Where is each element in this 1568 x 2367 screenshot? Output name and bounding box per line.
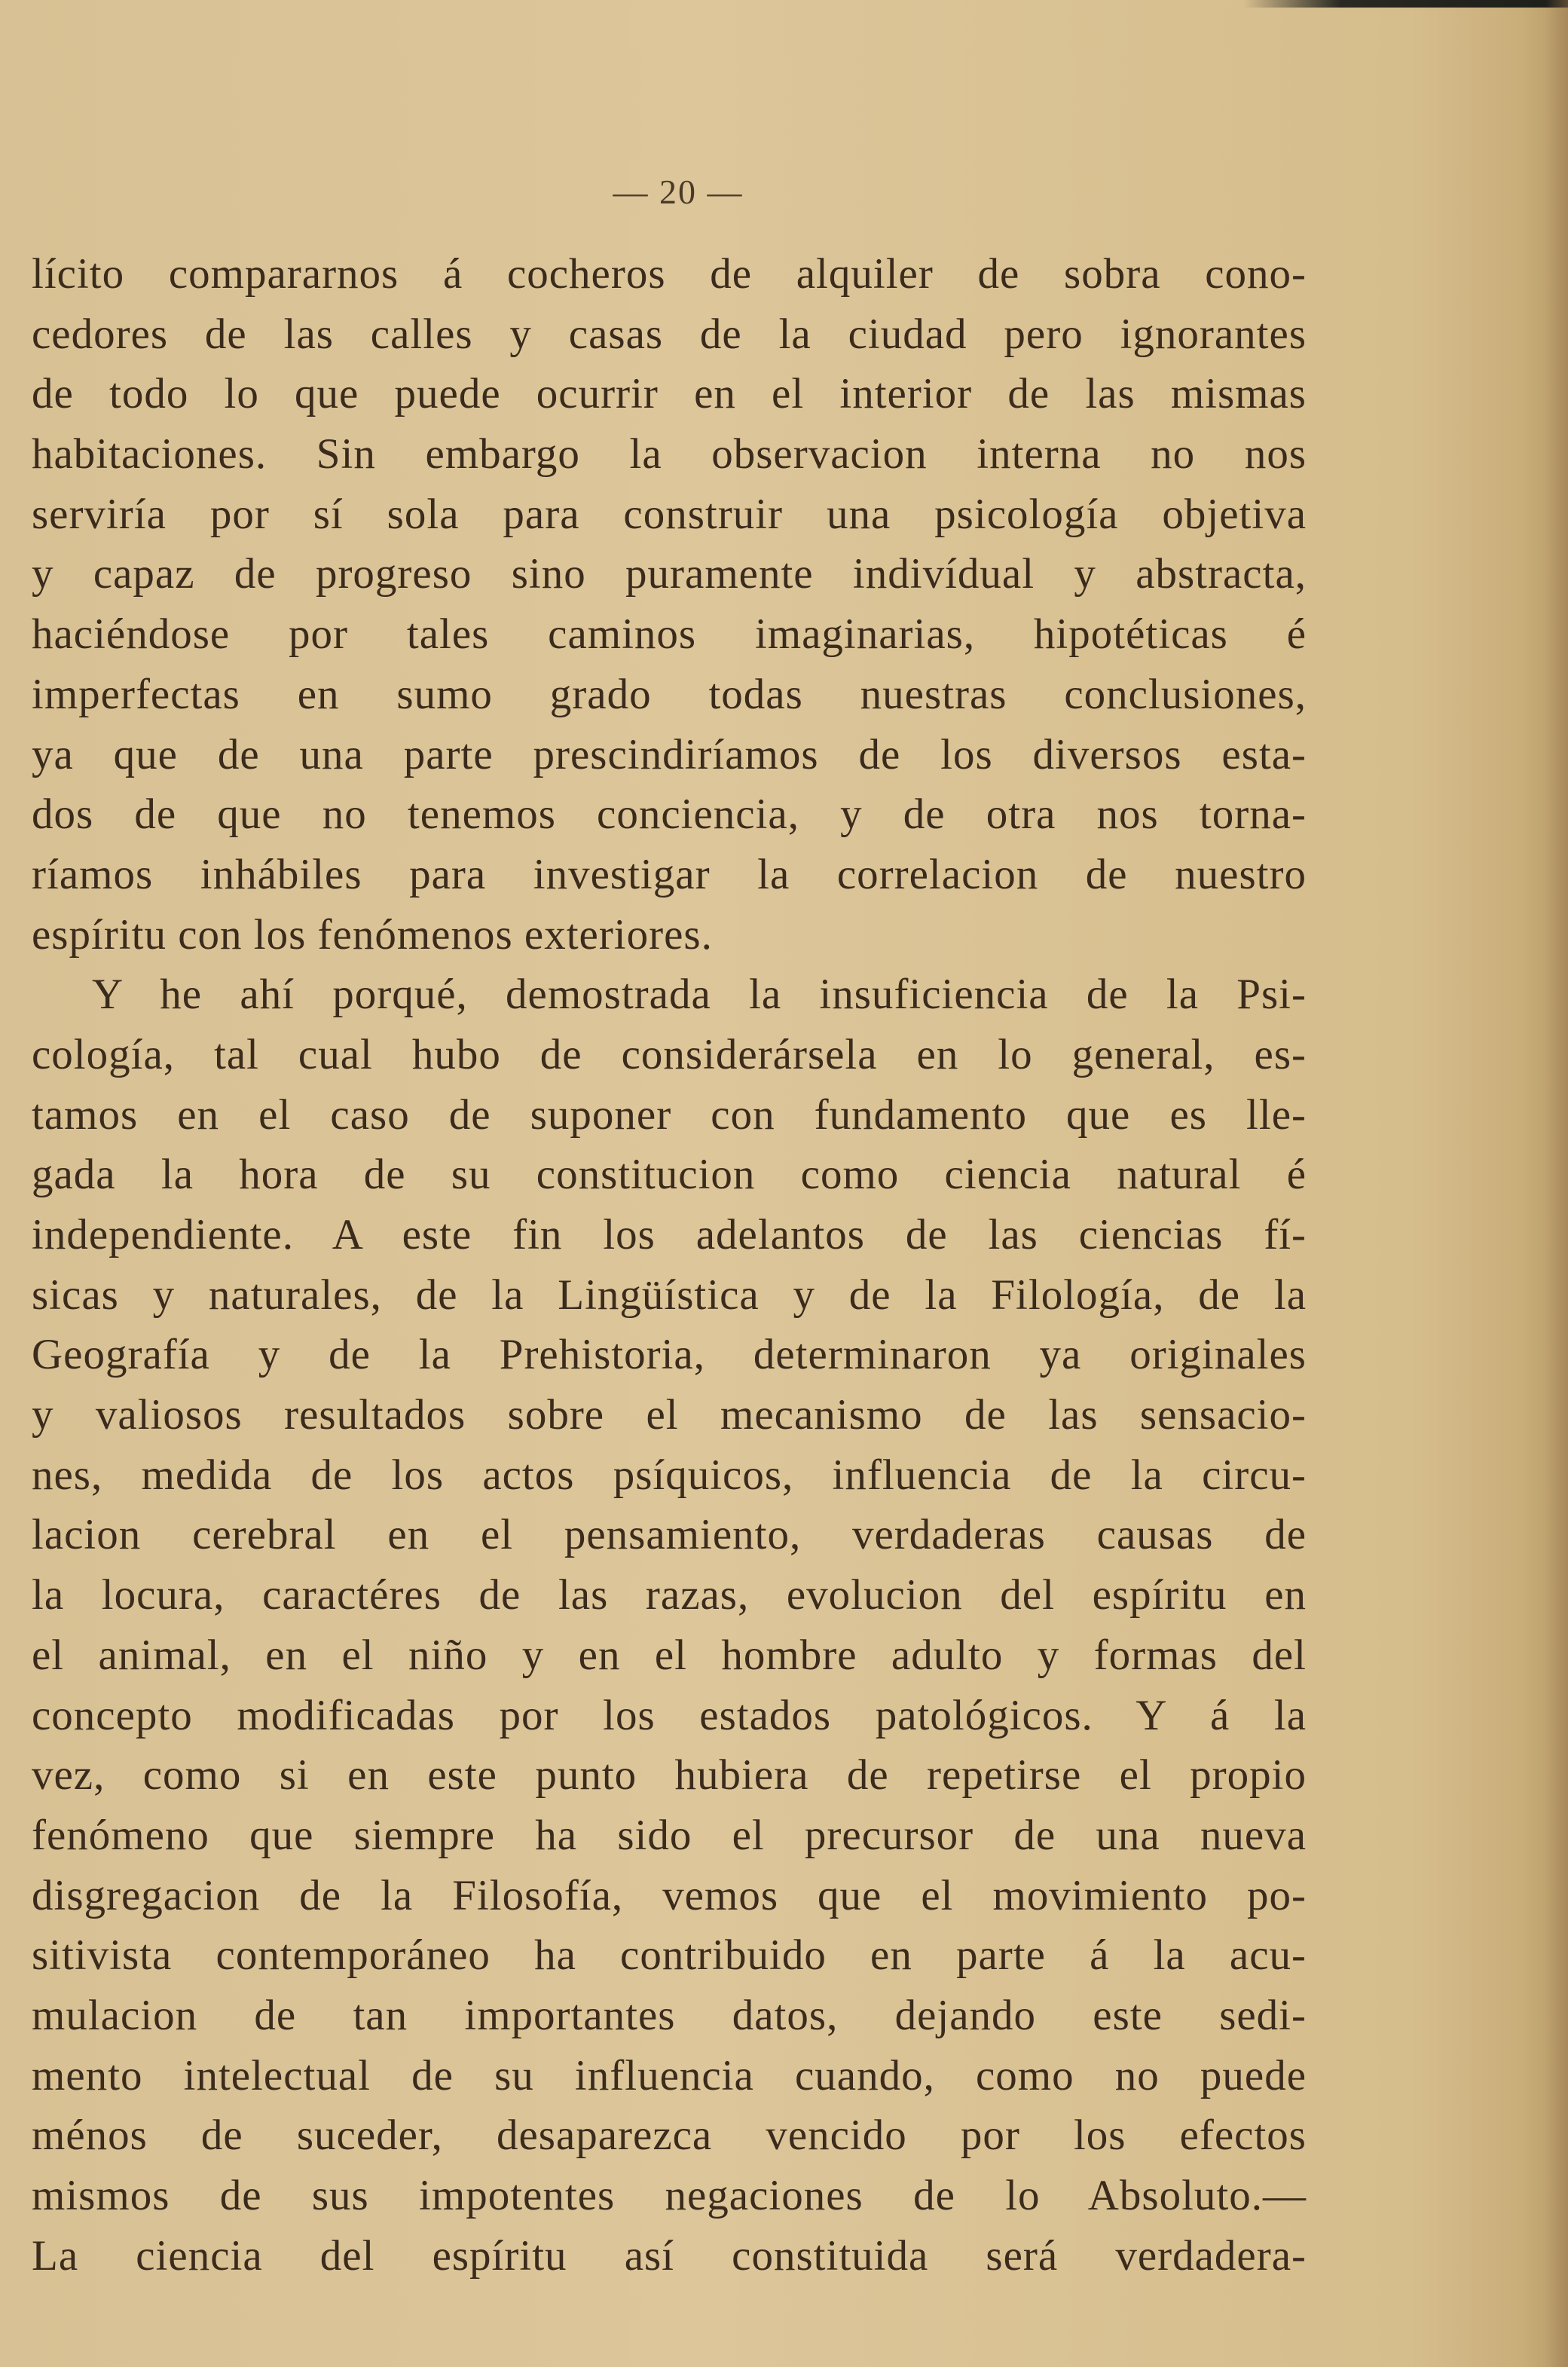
text-line: mento intelectual de su influencia cuando, como no puede	[32, 2051, 1307, 2099]
text-line: ya que de una parte prescindiríamos de los diversos esta-	[32, 730, 1307, 778]
text-line: La ciencia del espíritu así constituida será verdadera-	[32, 2231, 1307, 2280]
text-line: dos de que no tenemos conciencia, y de otra nos torna-	[32, 791, 1307, 839]
text-line: lícito compararnos á cocheros de alquiler de sobra cono-	[32, 250, 1307, 298]
text-line: independiente. A este fin los adelantos de las ciencias fí-	[32, 1211, 1307, 1258]
text-line: Geografía y de la Prehistoria, determinaron ya originales	[32, 1331, 1307, 1379]
text-line: la locura, caractéres de las razas, evolucion del espíritu en	[32, 1571, 1307, 1619]
text-line: y valiosos resultados sobre el mecanismo de las sensacio-	[32, 1391, 1307, 1439]
text-line: vez, como si en este punto hubiera de repetirse el propio	[32, 1751, 1307, 1800]
text-line: fenómeno que siempre ha sido el precursor de una nueva	[32, 1811, 1307, 1859]
text-line: imperfectas en sumo grado todas nuestras conclusiones,	[32, 670, 1307, 718]
text-line: lacion cerebral en el pensamiento, verdaderas causas de	[32, 1511, 1307, 1559]
text-line: concepto modificadas por los estados patológicos. Y á la	[32, 1691, 1307, 1739]
book-edge	[1243, 0, 1568, 8]
text-line: disgregacion de la Filosofía, vemos que el movimiento po-	[32, 1871, 1307, 1919]
text-line: habitaciones. Sin embargo la observacion interna no nos	[32, 430, 1307, 479]
text-line: Y he ahí porqué, demostrada la insuficiencia de la Psi-	[92, 971, 1307, 1019]
text-line: sicas y naturales, de la Lingüística y de la Filología, de la	[32, 1271, 1307, 1319]
text-line: mismos de sus impotentes negaciones de lo Absoluto.—	[32, 2172, 1307, 2219]
text-line: haciéndose por tales caminos imaginarias, hipotéticas é	[32, 610, 1307, 659]
text-line: nes, medida de los actos psíquicos, influencia de la circu-	[32, 1451, 1307, 1499]
text-line: mulacion de tan importantes datos, dejando este sedi-	[32, 1991, 1307, 2039]
text-line: sitivista contemporáneo ha contribuido en parte á la acu-	[32, 1931, 1307, 1980]
text-line: ríamos inhábiles para investigar la correlacion de nuestro	[32, 850, 1307, 898]
text-line: gada la hora de su constitucion como ciencia natural é	[32, 1151, 1307, 1199]
text-line: espíritu con los fenómenos exteriores.	[32, 910, 713, 959]
text-line: cedores de las calles y casas de la ciudad pero ignorantes	[32, 310, 1307, 358]
body-text	[32, 244, 1307, 2286]
page-edge-shadow	[1545, 0, 1568, 2367]
text-line: tamos en el caso de suponer con fundamento que es lle-	[32, 1090, 1307, 1139]
text-line: de todo lo que puede ocurrir en el interior de las mismas	[32, 370, 1307, 418]
text-line: ménos de suceder, desaparezca vencido por los efectos	[32, 2112, 1307, 2160]
page-number: — 20 —	[613, 173, 744, 211]
text-line: el animal, en el niño y en el hombre adulto y formas del	[32, 1631, 1307, 1679]
text-line: y capaz de progreso sino puramente indivídual y abstracta,	[32, 550, 1307, 598]
text-line: serviría por sí sola para construir una psicología objetiva	[32, 490, 1307, 538]
text-line: cología, tal cual hubo de considerársela en lo general, es-	[32, 1030, 1307, 1078]
